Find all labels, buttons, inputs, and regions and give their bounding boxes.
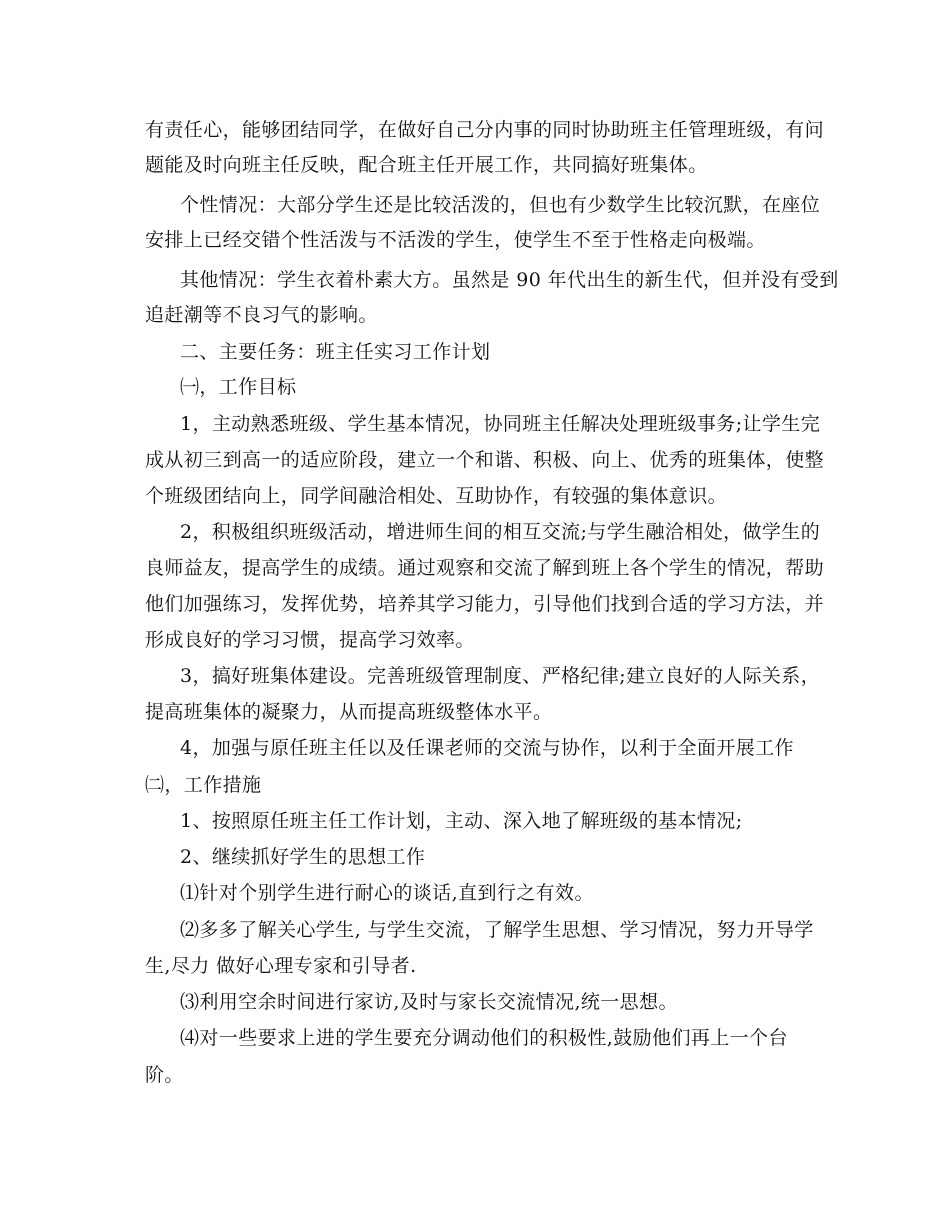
text-line: 安排上已经交错个性活泼与不活泼的学生，使学生不至于性格走向极端。 — [145, 229, 766, 251]
text-line: 阶。 — [145, 1064, 184, 1086]
text-line: 个性情况：大部分学生还是比较活泼的，但也有少数学生比较沉默，在座位 — [180, 194, 821, 216]
text-line: 2、继续抓好学生的思想工作 — [180, 846, 426, 868]
text-line: 其他情况：学生衣着朴素大方。虽然是 90 年代出生的新生代，但并没有受到 — [180, 269, 839, 291]
text-line: ⑷对一些要求上进的学生要充分调动他们的积极性,鼓励他们再上一个台 — [180, 1027, 788, 1049]
text-line: 提高班集体的凝聚力，从而提高班级整体水平。 — [145, 701, 553, 723]
text-line: 他们加强练习，发挥优势，培养其学习能力，引导他们找到合适的学习方法，并 — [145, 593, 825, 615]
text-line: 题能及时向班主任反映，配合班主任开展工作，共同搞好班集体。 — [145, 154, 708, 176]
text-line: 4，加强与原任班主任以及任课老师的交流与协作，以利于全面开展工作 — [180, 737, 794, 759]
text-line: 3，搞好班集体建设。完善班级管理制度、严格纪律;建立良好的人际关系， — [180, 665, 821, 687]
subsection-heading: ㈠，工作目标 — [180, 376, 297, 398]
text-line: 1、按照原任班主任工作计划，主动、深入地了解班级的基本情况; — [180, 810, 743, 832]
text-line: 1，主动熟悉班级、学生基本情况，协同班主任解决处理班级事务;让学生完 — [180, 413, 821, 435]
text-line: 有责任心，能够团结同学，在做好自己分内事的同时协助班主任管理班级，有问 — [145, 119, 825, 141]
text-line: 良师益友，提高学生的成绩。通过观察和交流了解到班上各个学生的情况，帮助 — [145, 557, 825, 579]
text-line: 生,尽力 做好心理专家和引导者. — [145, 955, 417, 977]
text-line: ⑶利用空余时间进行家访,及时与家长交流情况,统一思想。 — [180, 991, 678, 1013]
text-line: 形成良好的学习习惯，提高学习效率。 — [145, 629, 475, 651]
text-line: 2，积极组织班级活动，增进师生间的相互交流;与学生融洽相处，做学生的 — [180, 521, 821, 543]
text-line: 成从初三到高一的适应阶段，建立一个和谐、积极、向上、优秀的班集体，使整 — [145, 449, 825, 471]
subsection-heading: ㈡，工作措施 — [145, 774, 262, 796]
text-line: ⑵多多了解关心学生, 与学生交流，了解学生思想、学习情况，努力开导学 — [180, 919, 814, 941]
text-line: 个班级团结向上，同学间融洽相处、互助协作，有较强的集体意识。 — [145, 485, 728, 507]
text-line: ⑴针对个别学生进行耐心的谈话,直到行之有效。 — [180, 882, 594, 904]
section-heading: 二、主要任务：班主任实习工作计划 — [180, 341, 491, 363]
text-line: 追赶潮等不良习气的影响。 — [145, 304, 378, 326]
